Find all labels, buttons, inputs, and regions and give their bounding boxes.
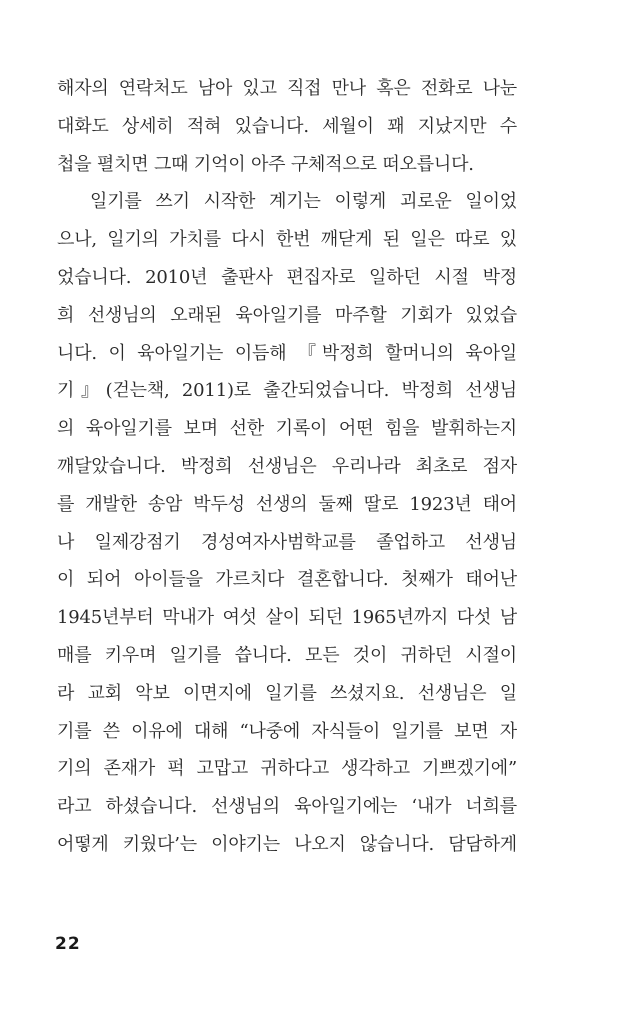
text-line: 나 일제강점기 경성여자사범학교를 졸업하고 선생님 [57, 531, 517, 553]
text-line: 어떻게 키웠다’는 이야기는 나오지 않습니다. 담담하게 [57, 833, 517, 855]
text-line: 해자의 연락처도 남아 있고 직접 만나 혹은 전화로 나눈 [57, 78, 517, 99]
text-line: 었습니다. 2010년 출판사 편집자로 일하던 시절 박정 [57, 266, 517, 288]
text-line: 으나, 일기의 가치를 다시 한번 깨닫게 된 일은 따로 있 [57, 229, 517, 251]
text-line: 라고 하셨습니다. 선생님의 육아일기에는 ‘내가 너희를 [57, 796, 517, 818]
text-line: 1945년부터 막내가 여섯 살이 되던 1965년까지 다섯 남 [57, 607, 517, 629]
page-number: 22 [55, 934, 81, 954]
text-line: 일기를 쓰기 시작한 계기는 이렇게 괴로운 일이었 [90, 191, 517, 213]
text-line: 를 개발한 송암 박두성 선생의 둘째 딸로 1923년 태어 [57, 493, 517, 515]
text-line: 기』(걷는책, 2011)로 출간되었습니다. 박정희 선생님 [57, 380, 517, 402]
text-line: 의 육아일기를 보며 선한 기록이 어떤 힘을 발휘하는지 [57, 418, 517, 440]
text-line: 희 선생님의 오래된 육아일기를 마주할 기회가 있었습 [57, 304, 517, 326]
text-line: 라 교회 악보 이면지에 일기를 쓰셨지요. 선생님은 일 [57, 682, 517, 704]
text-line: 매를 키우며 일기를 씁니다. 모든 것이 귀하던 시절이 [57, 644, 517, 666]
text-line: 이 되어 아이들을 가르치다 결혼합니다. 첫째가 태어난 [57, 569, 517, 591]
body-text [57, 70, 517, 864]
text-line: 첩을 펼치면 그때 기억이 아주 구체적으로 떠오릅니다. [57, 153, 474, 175]
text-line: 기의 존재가 퍽 고맙고 귀하다고 생각하고 기쁘겠기에” [57, 758, 517, 780]
text-line: 니다. 이 육아일기는 이듬해 『박정희 할머니의 육아일 [57, 342, 517, 364]
text-line: 기를 쓴 이유에 대해 “나중에 자식들이 일기를 보면 자 [57, 720, 517, 742]
text-line: 깨달았습니다. 박정희 선생님은 우리나라 최초로 점자 [57, 455, 517, 477]
text-line: 대화도 상세히 적혀 있습니다. 세월이 꽤 지났지만 수 [57, 115, 517, 137]
